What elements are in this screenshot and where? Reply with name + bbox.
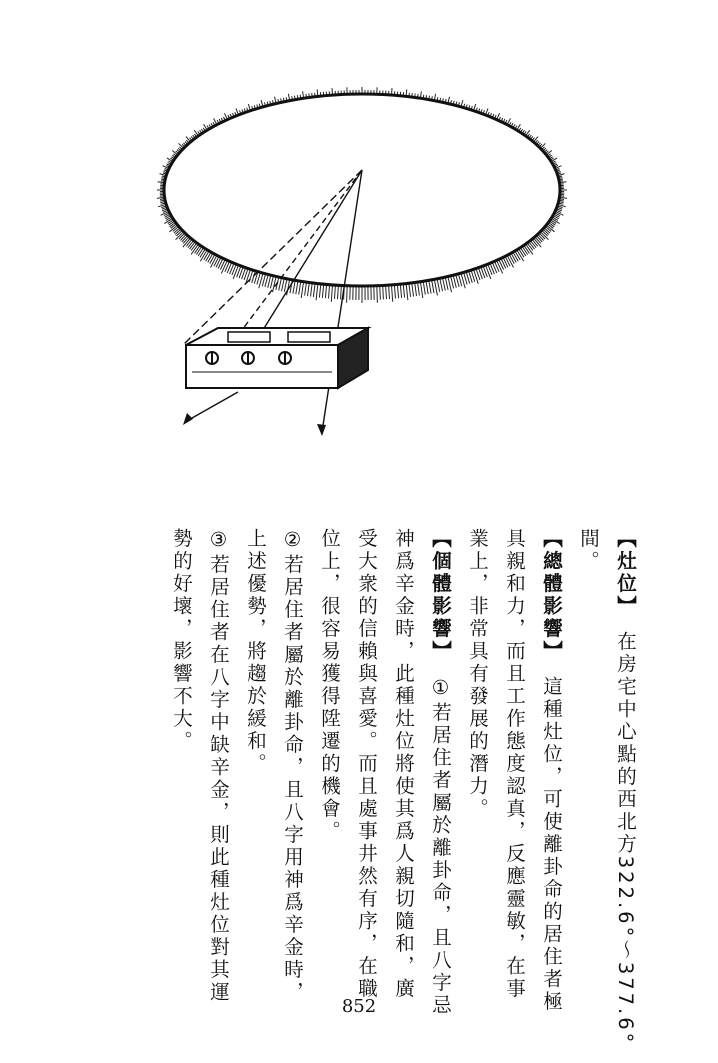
text-column bbox=[612, 528, 638, 1045]
section-heading: 【灶位】 bbox=[614, 528, 637, 609]
column-text: 間。 bbox=[577, 528, 600, 573]
column-text: 受大衆的信賴與喜愛。而且處事井然有序，在職 bbox=[355, 528, 378, 1001]
text-column bbox=[316, 528, 342, 843]
column-text: 神爲辛金時，此種灶位將使其爲人親切隨和，廣 bbox=[392, 528, 415, 1001]
text-column bbox=[242, 528, 268, 776]
text-column bbox=[279, 528, 305, 1004]
text-column bbox=[390, 528, 416, 1001]
section-heading: 【個體影響】 bbox=[429, 528, 452, 654]
column-text: 上述優勢，將趨於緩和。 bbox=[244, 528, 267, 776]
direction-lines bbox=[183, 170, 362, 432]
column-text: ②若居住者屬於離卦命，且八字用神爲辛金時， bbox=[281, 528, 304, 1004]
column-text: 位上，很容易獲得陞遷的機會。 bbox=[318, 528, 341, 843]
text-column bbox=[464, 528, 490, 821]
column-text: 勢的好壞，影響不大。 bbox=[170, 528, 193, 753]
arrow-head-left bbox=[183, 413, 193, 425]
stove bbox=[186, 328, 368, 388]
text-column bbox=[353, 528, 379, 1001]
text-column bbox=[205, 528, 231, 1004]
column-text: 這種灶位，可使離卦命的居住者極 bbox=[540, 653, 563, 1014]
column-text: ①若居住者屬於離卦命，且八字忌 bbox=[429, 653, 452, 1017]
column-text: 具親和力，而且工作態度認真，反應靈敏，在事 bbox=[503, 528, 526, 1001]
section-heading: 【總體影響】 bbox=[540, 528, 563, 654]
arrow-head-right bbox=[317, 424, 326, 436]
text-column bbox=[575, 528, 601, 573]
text-column bbox=[168, 528, 194, 753]
stove-compass-illustration bbox=[0, 0, 718, 470]
compass-ring bbox=[164, 94, 560, 286]
column-text: 在房宅中心點的西北方322.6°～377.6° bbox=[614, 608, 637, 1046]
column-text: 業上，非常具有發展的潛力。 bbox=[466, 528, 489, 821]
page-number: 852 bbox=[341, 996, 377, 1017]
text-column bbox=[501, 528, 527, 1001]
text-column bbox=[538, 528, 564, 1013]
column-text: ③若居住者在八字中缺辛金，則此種灶位對其運 bbox=[207, 528, 230, 1004]
compass-ring-ticks bbox=[157, 87, 567, 303]
text-column bbox=[427, 528, 453, 1017]
